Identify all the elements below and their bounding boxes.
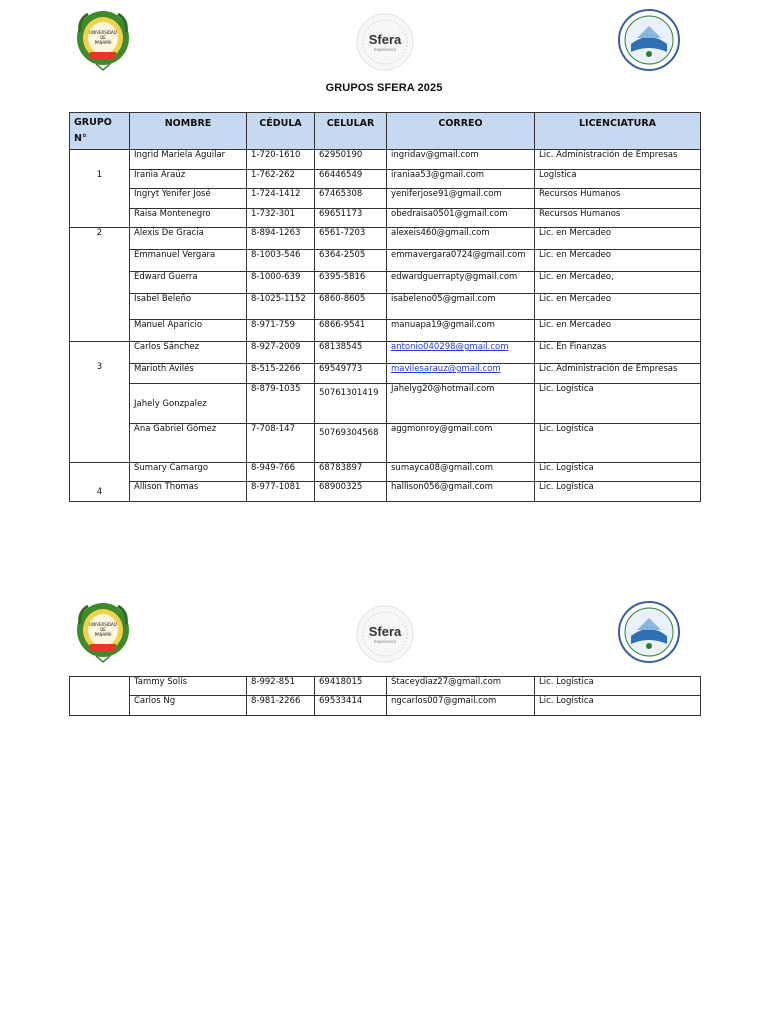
cell-celular: 68138545 xyxy=(315,342,387,364)
table-row xyxy=(70,228,701,250)
cell-nombre: Sumary Camargo xyxy=(130,463,247,482)
cell-cedula: 8-1000-639 xyxy=(247,272,315,294)
cell-licenciatura: Lic. en Mercadeo xyxy=(535,250,701,272)
table-row xyxy=(70,696,701,716)
cell-correo: hallison056@gmail.com xyxy=(387,482,535,502)
table-row xyxy=(70,364,701,384)
cell-nombre: Irania Araúz xyxy=(130,170,247,189)
cell-licenciatura: Lic. Logística xyxy=(535,424,701,463)
cell-correo[interactable] xyxy=(387,342,535,364)
cell-correo: isabeleno05@gmail.com xyxy=(387,294,535,320)
col-header-nombre: NOMBRE xyxy=(130,113,247,150)
cell-correo: sumayca08@gmail.com xyxy=(387,463,535,482)
cell-correo: Staceydiaz27@gmail.com xyxy=(387,677,535,696)
cell-licenciatura: Recursos Humanos xyxy=(535,189,701,209)
table-header-row xyxy=(70,113,701,150)
cell-nombre: Raisa Montenegro xyxy=(130,209,247,228)
cell-correo: manuapa19@gmail.com xyxy=(387,320,535,342)
table-row xyxy=(70,424,701,463)
cell-cedula: 7-708-147 xyxy=(247,424,315,463)
cell-correo: iraniaa53@gmail.com xyxy=(387,170,535,189)
table-row xyxy=(70,150,701,170)
cell-celular: 68900325 xyxy=(315,482,387,502)
cell-nombre: Manuel Aparicio xyxy=(130,320,247,342)
cell-cedula: 8-894-1263 xyxy=(247,228,315,250)
cell-correo: ingridav@gmail.com xyxy=(387,150,535,170)
cell-correo: obedraisa0501@gmail.com xyxy=(387,209,535,228)
seal-text-3: PANAMÁ xyxy=(94,40,112,45)
cell-celular: 62950190 xyxy=(315,150,387,170)
cell-cedula: 8-981-2266 xyxy=(247,696,315,716)
table-row xyxy=(70,463,701,482)
cell-nombre: Allison Thomas xyxy=(130,482,247,502)
page-title: GRUPOS SFERA 2025 xyxy=(325,82,443,94)
cell-cedula: 8-977-1081 xyxy=(247,482,315,502)
sfera-logo-icon xyxy=(355,12,415,72)
cell-correo[interactable] xyxy=(387,364,535,384)
cell-licenciatura: Logística xyxy=(535,170,701,189)
cell-nombre: Carlos Sánchez xyxy=(130,342,247,364)
seal-text-3: PANAMÁ xyxy=(94,632,112,637)
cell-celular: 6395-5816 xyxy=(315,272,387,294)
sfera-name: Sfera xyxy=(368,32,402,47)
cell-celular: 67465308 xyxy=(315,189,387,209)
cell-licenciatura: Recursos Humanos xyxy=(535,209,701,228)
table-row xyxy=(70,272,701,294)
cell-cedula: 8-1025-1152 xyxy=(247,294,315,320)
cell-licenciatura: Lic. Logística xyxy=(535,463,701,482)
cell-cedula: 8-949-766 xyxy=(247,463,315,482)
table-row xyxy=(70,384,701,424)
group-cell-4: 4 xyxy=(70,463,130,502)
col-header-licenciatura: LICENCIATURA xyxy=(535,113,701,150)
sfera-tagline: Experience xyxy=(373,639,397,644)
cell-cedula: 8-879-1035 xyxy=(247,384,315,424)
cell-celular: 50761301419 xyxy=(315,384,387,424)
cell-correo: ngcarlos007@gmail.com xyxy=(387,696,535,716)
university-seal-icon xyxy=(74,600,132,664)
cell-correo: aggmonroy@gmail.com xyxy=(387,424,535,463)
email-link[interactable]: mavilesarauz@gmail.com xyxy=(391,364,501,374)
cell-correo: yeniferjose91@gmail.com xyxy=(387,189,535,209)
cell-cedula: 1-720-1610 xyxy=(247,150,315,170)
group-cell-2: 2 xyxy=(70,228,130,342)
cell-nombre: Emmanuel Vergara xyxy=(130,250,247,272)
cell-correo: edwardguerrapty@gmail.com xyxy=(387,272,535,294)
cell-celular: 6364-2505 xyxy=(315,250,387,272)
cell-celular: 69549773 xyxy=(315,364,387,384)
col-header-correo: CORREO xyxy=(387,113,535,150)
cell-cedula: 8-992-851 xyxy=(247,677,315,696)
table-row xyxy=(70,250,701,272)
cell-celular: 6860-8605 xyxy=(315,294,387,320)
cell-celular: 69533414 xyxy=(315,696,387,716)
seal-text-2: DE xyxy=(100,627,106,632)
email-link[interactable]: antonio040298@gmail.com xyxy=(391,342,509,352)
cell-licenciatura: Lic. Administración de Empresas xyxy=(535,150,701,170)
cell-celular: 6561-7203 xyxy=(315,228,387,250)
cell-nombre: Tammy Solís xyxy=(130,677,247,696)
cell-licenciatura: Lic. Logística xyxy=(535,696,701,716)
cell-cedula: 1-762-262 xyxy=(247,170,315,189)
cell-nombre: Isabel Beleño xyxy=(130,294,247,320)
cell-celular: 69418015 xyxy=(315,677,387,696)
cell-nombre: Ingrid Mariela Aguilar xyxy=(130,150,247,170)
cell-licenciatura: Lic. Administración de Empresas xyxy=(535,364,701,384)
group-cell-3: 3 xyxy=(70,342,130,463)
cell-nombre: Jahely Gonzpalez xyxy=(130,384,247,424)
cell-celular: 6866-9541 xyxy=(315,320,387,342)
cell-licenciatura: Lic. en Mercadeo xyxy=(535,320,701,342)
groups-table xyxy=(69,112,701,502)
cell-nombre: Carlos Ng xyxy=(130,696,247,716)
cell-cedula: 8-927-2009 xyxy=(247,342,315,364)
table-row xyxy=(70,170,701,189)
cell-licenciatura: Lic. en Mercadeo, xyxy=(535,272,701,294)
seal-text-1: UNIVERSIDAD xyxy=(89,30,117,35)
col-header-celular: CELULAR xyxy=(315,113,387,150)
cell-nombre: Alexis De Gracia xyxy=(130,228,247,250)
cell-cedula: 8-971-759 xyxy=(247,320,315,342)
cell-cedula: 8-515-2266 xyxy=(247,364,315,384)
cell-correo: Jahelyg20@hotmail.com xyxy=(387,384,535,424)
table-row xyxy=(70,209,701,228)
cell-celular: 68783897 xyxy=(315,463,387,482)
university-seal-icon xyxy=(74,8,132,72)
cell-cedula: 8-1003-546 xyxy=(247,250,315,272)
group-cell-empty xyxy=(70,677,130,716)
col-header-grupo: GRUPO N° xyxy=(70,113,130,150)
cell-licenciatura: Lic. Logística xyxy=(535,482,701,502)
cell-licenciatura: Lic. en Mercadeo xyxy=(535,228,701,250)
cell-nombre: Marioth Avilés xyxy=(130,364,247,384)
table-row xyxy=(70,294,701,320)
table-row xyxy=(70,189,701,209)
sfera-logo-icon xyxy=(355,604,415,664)
faculty-seal-icon xyxy=(617,600,681,664)
cell-nombre: Ana Gabriel Gómez xyxy=(130,424,247,463)
cell-correo: emmavergara0724@gmail.com xyxy=(387,250,535,272)
table-row xyxy=(70,677,701,696)
cell-celular: 66446549 xyxy=(315,170,387,189)
cell-licenciatura: Lic. Logística xyxy=(535,677,701,696)
cell-cedula: 1-724-1412 xyxy=(247,189,315,209)
cell-correo: alexeis460@gmail.com xyxy=(387,228,535,250)
seal-text-1: UNIVERSIDAD xyxy=(89,622,117,627)
cell-licenciatura: Lic. en Mercadeo xyxy=(535,294,701,320)
cell-cedula: 1-732-301 xyxy=(247,209,315,228)
sfera-name: Sfera xyxy=(368,624,402,639)
table-row xyxy=(70,482,701,502)
faculty-seal-icon xyxy=(617,8,681,72)
cell-celular: 50769304568 xyxy=(315,424,387,463)
cell-licenciatura: Lic. Logística xyxy=(535,384,701,424)
sfera-tagline: Experience xyxy=(373,47,397,52)
group-cell-1: 1 xyxy=(70,150,130,228)
cell-celular: 69651173 xyxy=(315,209,387,228)
table-row xyxy=(70,342,701,364)
col-header-cedula: CÉDULA xyxy=(247,113,315,150)
table-row xyxy=(70,320,701,342)
groups-table-continued xyxy=(69,676,701,716)
cell-licenciatura: Lic. En Finanzas xyxy=(535,342,701,364)
seal-text-2: DE xyxy=(100,35,106,40)
cell-nombre: Ingryt Yenifer José xyxy=(130,189,247,209)
cell-nombre: Edward Guerra xyxy=(130,272,247,294)
